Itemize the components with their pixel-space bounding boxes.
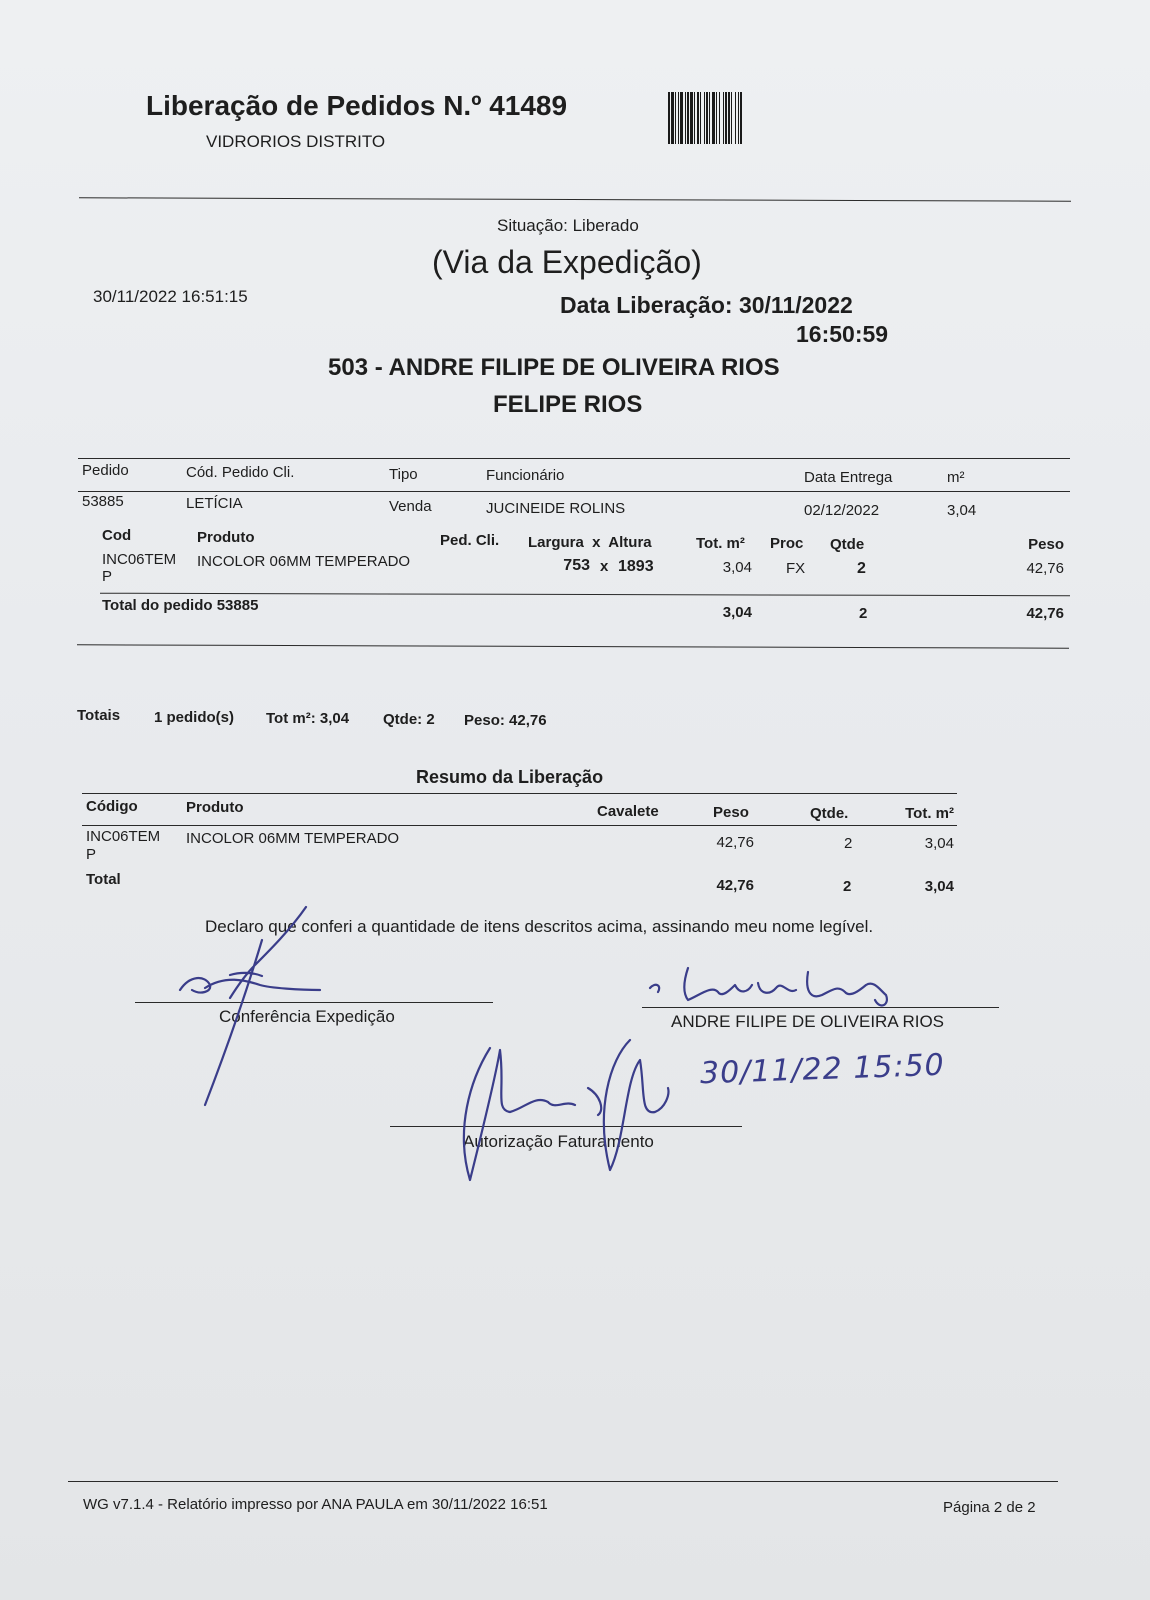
summary-header-produto: Produto (186, 799, 244, 816)
item-cod: INC06TEM (102, 551, 177, 568)
footer-rule (68, 1481, 1058, 1482)
summary-header-codigo: Código (86, 798, 138, 815)
copy-label: (Via da Expedição) (432, 244, 702, 280)
summary-total-label: Total (86, 871, 121, 888)
client-name: 503 - ANDRE FILIPE DE OLIVEIRA RIOS (328, 354, 780, 381)
item-header-cod: Cod (102, 527, 132, 544)
summary-header-tot-m2: Tot. m² (905, 805, 954, 822)
item-cod-wrap: P (102, 568, 113, 585)
summary-produto: INCOLOR 06MM TEMPERADO (186, 830, 400, 847)
item-header-proc: Proc (770, 535, 804, 552)
handwritten-date: 30/11/22 15:50 (699, 1047, 946, 1092)
summary-header-qtde: Qtde. (810, 805, 849, 822)
totals-pedidos: 1 pedido(s) (154, 709, 235, 726)
order-total-peso: 42,76 (1026, 605, 1064, 622)
order-cod-pedido-cli: LETÍCIA (186, 495, 243, 512)
item-header-produto: Produto (197, 529, 255, 546)
release-time: 16:50:59 (796, 321, 889, 347)
item-peso: 42,76 (1026, 560, 1064, 577)
item-header-largura-altura: Largura x Altura (528, 534, 652, 551)
summary-total-qtde: 2 (843, 878, 852, 895)
status-label: Situação: Liberado (497, 216, 639, 235)
summary-peso: 42,76 (716, 834, 754, 851)
signature-label-conferencia: Conferência Expedição (219, 1007, 395, 1026)
item-header-ped-cli: Ped. Cli. (440, 532, 500, 549)
totals-qtde: Qtde: 2 (383, 711, 435, 728)
order-funcionario: JUCINEIDE ROLINS (486, 500, 626, 517)
col-header-cod-pedido-cli: Cód. Pedido Cli. (186, 464, 295, 481)
order-data-entrega: 02/12/2022 (804, 502, 880, 519)
totals-tot-m2: Tot m²: 3,04 (266, 710, 350, 727)
summary-tot-m2: 3,04 (924, 835, 954, 852)
item-qtde: 2 (857, 560, 866, 577)
summary-codigo-wrap: P (86, 846, 97, 863)
summary-title: Resumo da Liberação (416, 767, 604, 787)
order-total-qtde: 2 (859, 605, 868, 622)
col-header-tipo: Tipo (389, 466, 418, 483)
order-m2: 3,04 (947, 502, 977, 519)
item-altura: 1893 (618, 558, 654, 575)
order-pedido: 53885 (82, 493, 124, 510)
signature-autorizacao-ink (464, 1040, 669, 1180)
col-header-data-entrega: Data Entrega (804, 469, 893, 486)
document-title: Liberação de Pedidos N.º 41489 (146, 90, 568, 121)
item-header-qtde: Qtde (830, 536, 865, 553)
declaration-text: Declaro que conferi a quantidade de itens descritos acima, assinando meu nome legível. (205, 917, 874, 936)
summary-total-peso: 42,76 (716, 877, 754, 894)
summary-header-peso: Peso (713, 804, 749, 821)
col-header-pedido: Pedido (82, 462, 129, 479)
signature-label-client: ANDRE FILIPE DE OLIVEIRA RIOS (671, 1012, 945, 1031)
item-largura: 753 (563, 557, 590, 574)
item-produto: INCOLOR 06MM TEMPERADO (197, 553, 411, 570)
printed-timestamp: 30/11/2022 16:51:15 (93, 287, 248, 306)
item-tot-m2: 3,04 (722, 559, 752, 576)
footer-page-number: Página 2 de 2 (943, 1499, 1036, 1516)
footer-printed-by: WG v7.1.4 - Relatório impresso por ANA PAULA em 30/11/2022 16:51 (83, 1496, 548, 1513)
signature-conferencia-ink (180, 907, 320, 1105)
item-header-tot-m2: Tot. m² (696, 535, 745, 552)
summary-header-cavalete: Cavalete (597, 803, 659, 820)
company-name: VIDRORIOS DISTRITO (206, 132, 386, 151)
summary-qtde: 2 (844, 835, 853, 852)
item-proc: FX (786, 560, 806, 577)
item-x: x (600, 558, 609, 575)
summary-codigo: INC06TEM (86, 828, 161, 845)
totals-label: Totais (77, 707, 121, 724)
col-header-funcionario: Funcionário (486, 467, 565, 484)
order-total-tot-m2: 3,04 (722, 604, 752, 621)
col-header-m2: m² (947, 469, 965, 486)
client-nickname: FELIPE RIOS (493, 391, 643, 418)
summary-total-tot-m2: 3,04 (924, 878, 954, 895)
release-date: Data Liberação: 30/11/2022 (560, 292, 853, 318)
signature-client-ink (650, 968, 887, 1005)
order-total-label: Total do pedido 53885 (102, 597, 259, 614)
order-tipo: Venda (389, 498, 432, 515)
item-header-peso: Peso (1028, 536, 1064, 553)
signature-label-autorizacao: Autorização Faturamento (463, 1132, 654, 1151)
totals-peso: Peso: 42,76 (464, 712, 547, 729)
